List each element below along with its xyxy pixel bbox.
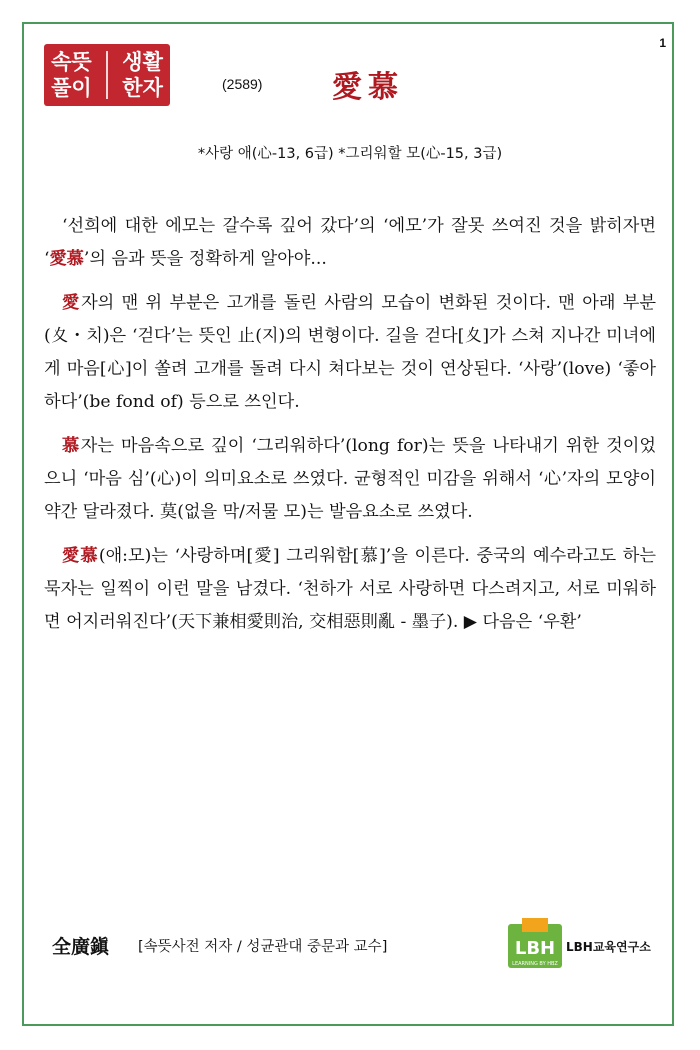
logo-right-line1: 생활 — [122, 50, 163, 74]
paragraph-3 — [44, 430, 656, 529]
paragraph-1 — [44, 210, 656, 276]
paragraph-4-lead: 愛慕 — [62, 546, 99, 566]
paragraph-1-tail: ’의 음과 뜻을 정확하게 알아야... — [83, 249, 327, 269]
lbh-logo-icon — [508, 918, 562, 972]
paragraph-2-text: 자의 맨 위 부분은 고개를 돌린 사람의 모습이 변화된 것이다. 맨 아래 부분(夊・치)은 ‘걷다’는 뜻인 止(지)의 변형이다. 길을 걷다[夊]가 스쳐 지나간 미녀에게 마음[心]이 쏠려 고개를 돌려 다시 쳐다보는 것이 연상된다. ‘사랑’(love) ‘좋아하다’(be fond of) 등으로 쓰인다. — [44, 293, 656, 412]
author-role: [속뜻사전 저자 / 성균관대 중문과 교수] — [138, 939, 388, 955]
logo-right-line2: 한자 — [122, 76, 163, 100]
paragraph-4-text: (애:모)는 ‘사랑하며[愛] 그리워함[慕]’을 이른다. 중국의 예수라고도 하는 묵자는 일찍이 이런 말을 남겼다. ‘천하가 서로 사랑하면 다스려지고, 서로 미워하면 어지러워진다’(天下兼相愛則治, 交相惡則亂 - 墨子). ▶ 다음은 ‘우환’ — [44, 546, 656, 632]
lbh-logo-text: LBH — [514, 938, 556, 959]
article-body — [44, 210, 656, 650]
paragraph-3-lead: 慕 — [62, 436, 81, 456]
paragraph-1-text: ‘선희에 대한 에모는 갈수록 깊어 갔다’의 ‘에모’가 잘못 쓰여진 것을 밝히자면 ‘ — [44, 216, 656, 269]
author-name: 全廣鎭 — [52, 936, 110, 958]
paragraph-2 — [44, 287, 656, 419]
lbh-logo-sub: LEARNING BY HBZ — [512, 961, 558, 967]
paragraph-2-lead: 愛 — [62, 293, 82, 313]
logo-left-line2: 풀이 — [51, 76, 92, 100]
logo-left-text — [51, 49, 92, 101]
paragraph-1-highlight: 愛慕 — [49, 249, 84, 269]
logo-left-line1: 속뜻 — [51, 50, 92, 74]
paragraph-3-text: 자는 마음속으로 깊이 ‘그리워하다’(long for)는 뜻을 나타내기 위한 것이었으니 ‘마음 심’(心)이 의미요소로 쓰였다. 균형적인 미감을 위해서 ‘心’자의 모양이 약간 달라졌다. 莫(없을 막/저물 모)는 발음요소로 쓰였다. — [44, 436, 656, 522]
brand-logo — [44, 44, 170, 106]
page-title: 愛慕 — [332, 70, 404, 105]
logo-right-text — [122, 49, 163, 101]
logo-divider — [106, 51, 108, 99]
org-name: LBH교육연구소 — [566, 940, 651, 954]
paragraph-4 — [44, 540, 656, 639]
article-code: (2589) — [222, 76, 263, 92]
subtitle: *사랑 애(心-13, 6급) *그리워할 모(心-15, 3급) — [197, 146, 503, 162]
page-number: 1 — [659, 36, 666, 50]
